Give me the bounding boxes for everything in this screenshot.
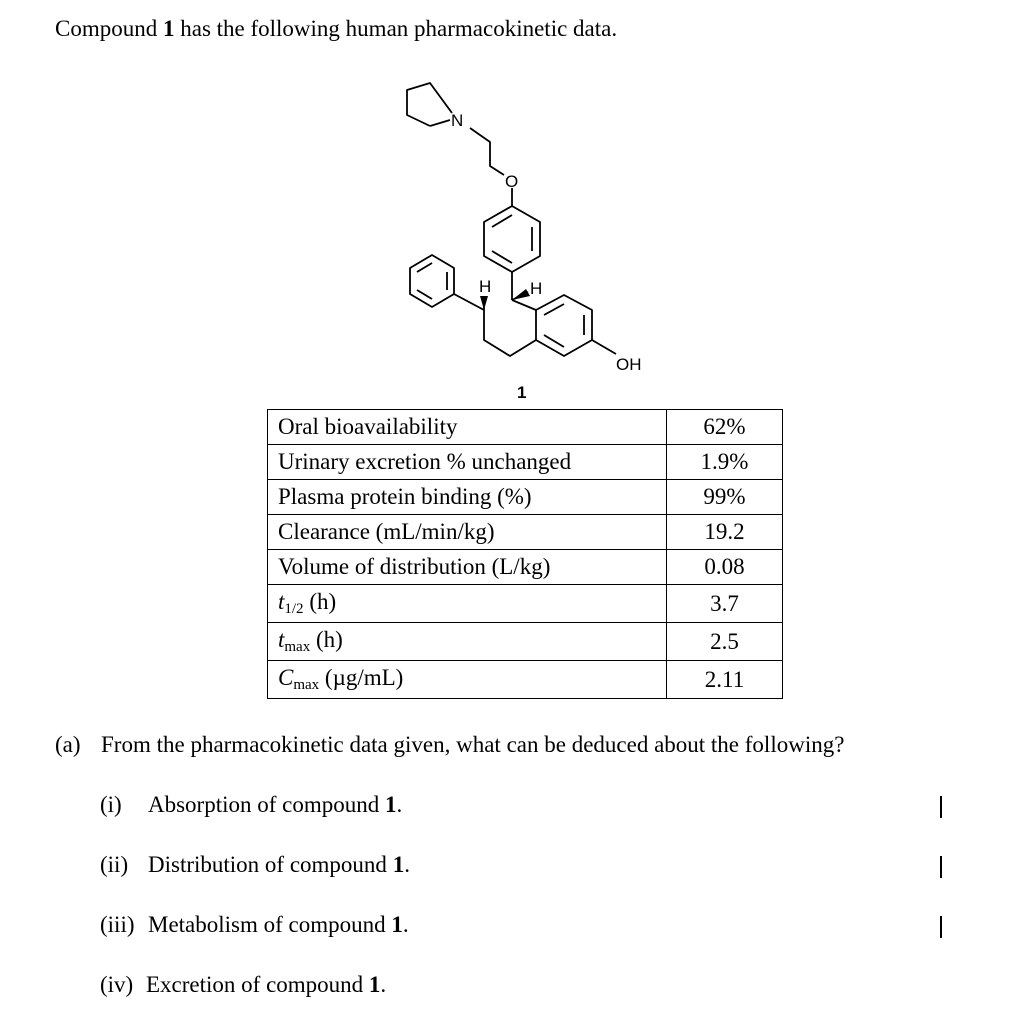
table-row [268, 480, 783, 515]
subquestion-text: Excretion of compound [146, 972, 369, 997]
compound-structure [380, 70, 670, 415]
chemical-structure-diagram [380, 70, 670, 415]
subquestion-text: Absorption of compound [148, 792, 386, 817]
table-row [268, 661, 783, 699]
table-row [268, 585, 783, 623]
subquestion-end: . [396, 792, 403, 817]
hydrogen-atom-2: H [530, 279, 543, 298]
hydroxyl-group: OH [616, 355, 642, 374]
compound-label: 1 [517, 383, 527, 402]
subquestion-iv [100, 970, 386, 1000]
table-row [268, 410, 783, 445]
row-value: 3.7 [667, 585, 783, 623]
row-label-symbol: t [278, 627, 285, 652]
pharmacokinetic-table [267, 409, 783, 699]
intro-prefix: Compound [55, 16, 163, 41]
ethoxy-chain [470, 128, 504, 175]
row-label-symbol: C [278, 665, 294, 690]
row-value: 2.11 [667, 661, 783, 699]
row-value: 62% [667, 410, 783, 445]
row-label-subscript: 1/2 [284, 601, 304, 617]
row-label: Urinary excretion % unchanged [268, 445, 667, 480]
row-label: Volume of distribution (L/kg) [268, 550, 667, 585]
row-label [268, 623, 667, 661]
question-part-number: (a) [55, 732, 81, 757]
subquestion-compound: 1 [368, 972, 381, 997]
subquestion-end: . [402, 912, 409, 937]
row-label-unit: (h) [310, 627, 343, 652]
nitrogen-atom: N [451, 111, 464, 130]
row-value: 1.9% [667, 445, 783, 480]
row-label: Plasma protein binding (%) [268, 480, 667, 515]
subquestion-text: Distribution of compound [148, 852, 393, 877]
row-label-subscript: max [284, 639, 311, 655]
row-value: 0.08 [667, 550, 783, 585]
row-value: 2.5 [667, 623, 783, 661]
pyrrolidine-ring [407, 83, 452, 126]
row-label [268, 585, 667, 623]
subquestion-end: . [380, 972, 387, 997]
answer-mark-line [940, 916, 942, 938]
subquestion-iii [100, 910, 409, 940]
row-value: 19.2 [667, 515, 783, 550]
row-label: Oral bioavailability [268, 410, 667, 445]
subquestion-i [100, 790, 402, 820]
oxygen-atom: O [505, 172, 519, 191]
row-label-unit: (µg/mL) [319, 665, 404, 690]
answer-mark-line [940, 856, 942, 878]
subquestion-compound: 1 [385, 792, 397, 817]
row-label-unit: (h) [303, 589, 337, 614]
subquestion-number: (iv) [100, 972, 134, 997]
row-value: 99% [667, 480, 783, 515]
wedge-bond [512, 289, 530, 300]
intro-sentence [55, 14, 617, 44]
row-label-subscript: max [293, 677, 320, 693]
subquestion-compound: 1 [391, 912, 403, 937]
question-text: From the pharmacokinetic data given, what can be deduced about the following? [101, 732, 845, 757]
row-label-symbol: t [278, 589, 285, 614]
hydrogen-atom-1: H [479, 277, 492, 296]
subquestion-number: (ii) [100, 852, 129, 877]
subquestion-text: Metabolism of compound [148, 912, 392, 937]
subquestion-ii [100, 850, 410, 880]
subquestion-number: (iii) [100, 912, 135, 937]
subquestion-number: (i) [100, 792, 122, 817]
row-label [268, 661, 667, 699]
table-row [268, 515, 783, 550]
table-row [268, 445, 783, 480]
table-row [268, 550, 783, 585]
subquestion-compound: 1 [392, 852, 405, 877]
question-a [55, 730, 844, 760]
table-row [268, 623, 783, 661]
intro-compound-number: 1 [162, 16, 175, 41]
intro-suffix: has the following human pharmacokinetic data. [174, 16, 618, 41]
subquestion-end: . [404, 852, 410, 877]
row-label: Clearance (mL/min/kg) [268, 515, 667, 550]
answer-mark-line [940, 796, 942, 818]
